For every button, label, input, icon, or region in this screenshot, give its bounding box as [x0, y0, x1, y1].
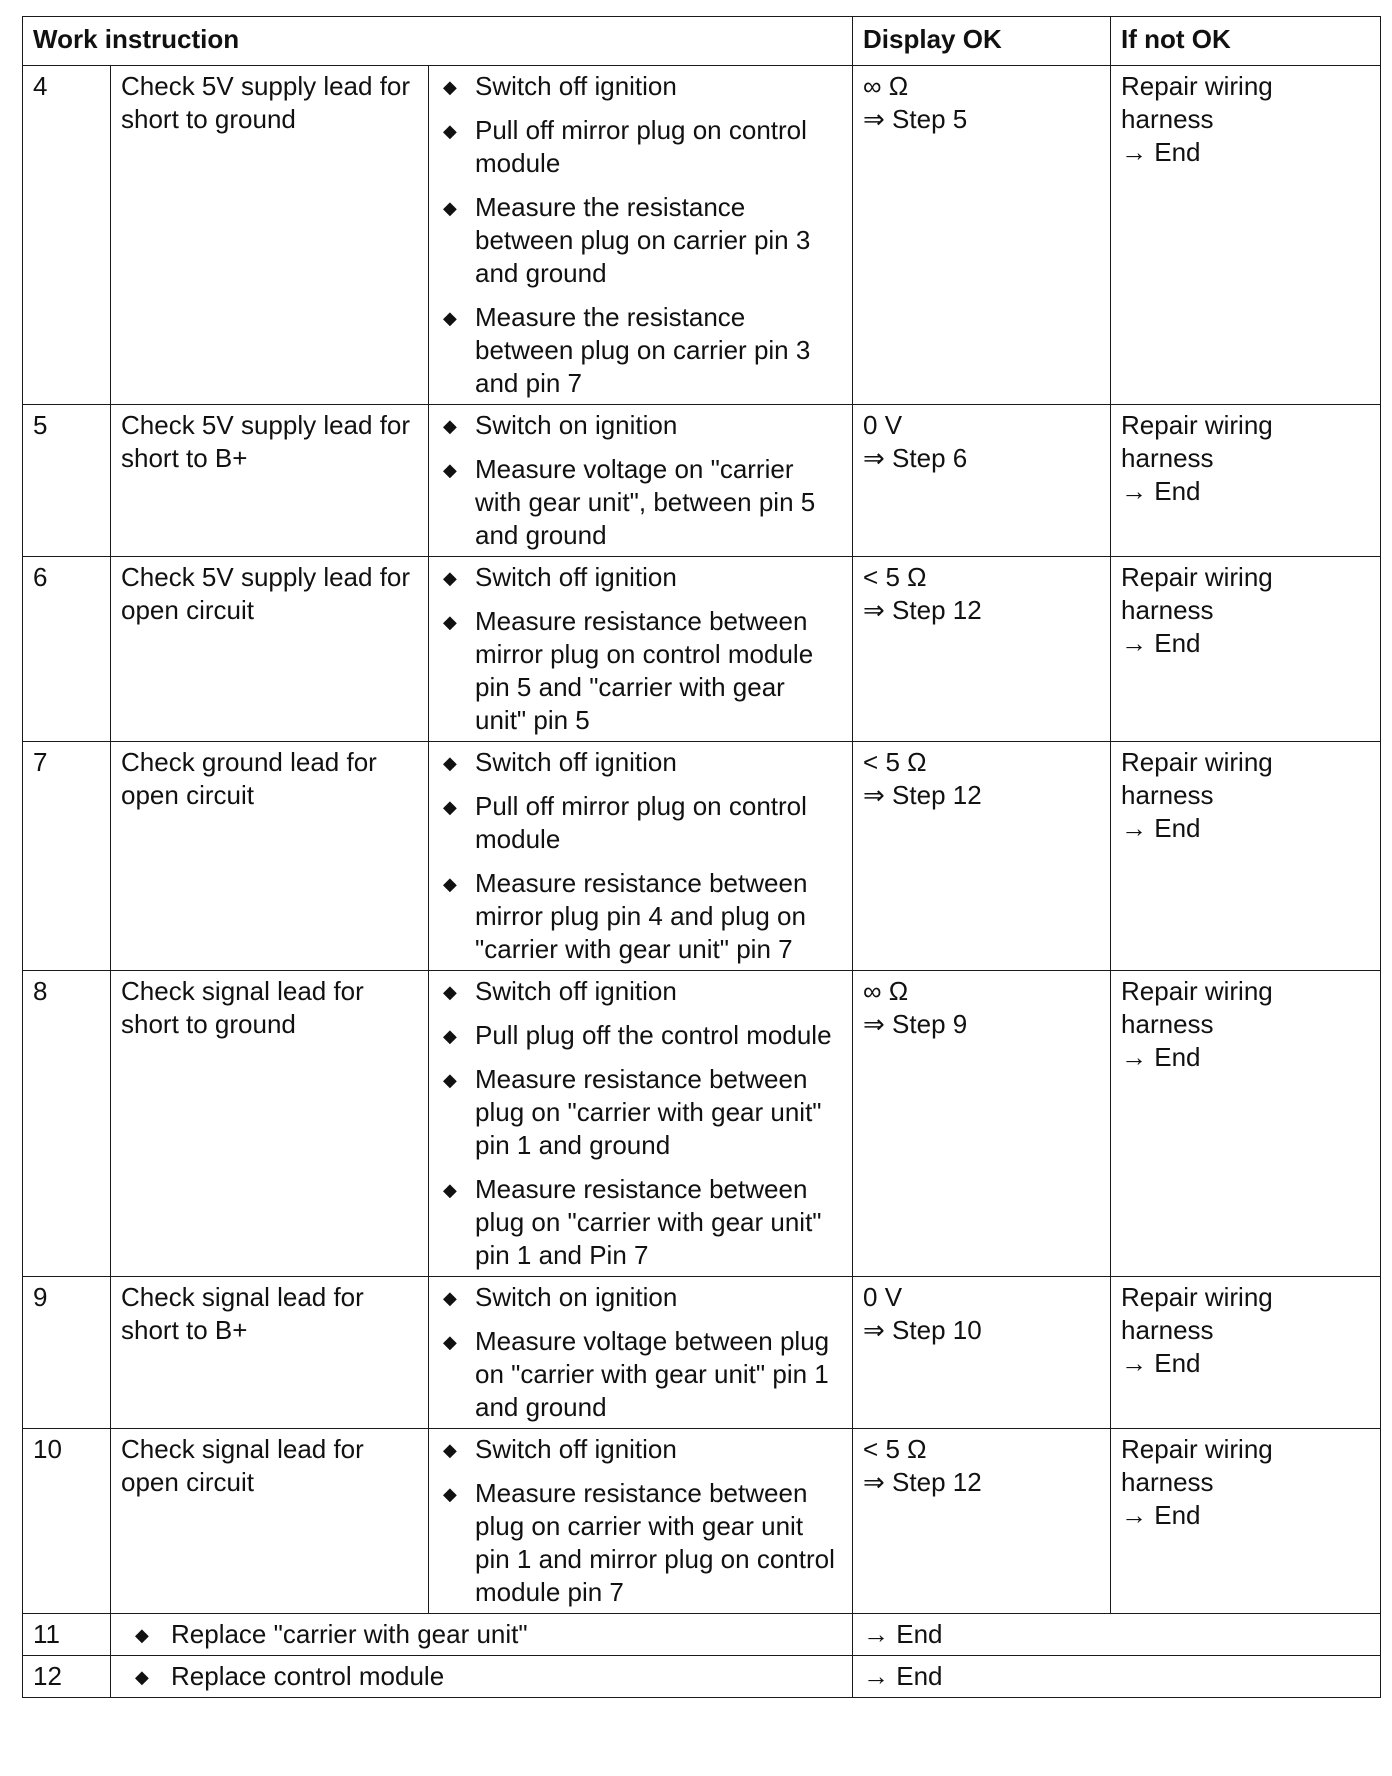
step-actions: [429, 557, 853, 742]
step-description: Check ground lead for open circuit: [111, 742, 429, 971]
action-item: [439, 561, 842, 594]
action-item: [439, 1173, 842, 1272]
bullet-diamond-icon: ◆: [135, 1625, 149, 1645]
bullet-diamond-icon: ◆: [443, 982, 457, 1002]
step-description: Check signal lead for short to B+: [111, 1277, 429, 1429]
action-list: [439, 409, 842, 552]
step-number: 12: [23, 1656, 111, 1698]
bullet-diamond-icon: ◆: [443, 198, 457, 218]
remedy-action: Repair wiring harness: [1121, 71, 1273, 134]
remedy-next: → End: [1121, 813, 1201, 843]
action-text: Measure the resistance between plug on carrier pin 3 and ground: [475, 192, 811, 288]
display-ok-cell: [853, 557, 1111, 742]
action-list: [439, 975, 842, 1272]
remedy-next: → End: [1121, 628, 1201, 658]
action-item: [439, 70, 842, 103]
final-action: [121, 1618, 842, 1651]
final-action-text: Replace "carrier with gear unit": [171, 1619, 528, 1649]
action-text: Pull plug off the control module: [475, 1020, 832, 1050]
step-description: Check 5V supply lead for short to ground: [111, 66, 429, 405]
table-row: [23, 742, 1381, 971]
bullet-diamond-icon: ◆: [443, 121, 457, 141]
action-text: Pull off mirror plug on control module: [475, 115, 807, 178]
action-text: Switch off ignition: [475, 976, 677, 1006]
action-item: [439, 746, 842, 779]
final-action-cell: [111, 1614, 853, 1656]
display-ok-cell: [853, 971, 1111, 1277]
action-text: Measure resistance between mirror plug pin 4 and plug on "carrier with gear unit" pin 7: [475, 868, 808, 964]
action-item: [439, 1281, 842, 1314]
step-number: 4: [23, 66, 111, 405]
table-row: [23, 66, 1381, 405]
display-ok-cell: [853, 405, 1111, 557]
step-description: Check signal lead for short to ground: [111, 971, 429, 1277]
expected-value: < 5 Ω: [863, 562, 927, 592]
bullet-diamond-icon: ◆: [443, 1026, 457, 1046]
remedy-next: → End: [1121, 1042, 1201, 1072]
remedy-action: Repair wiring harness: [1121, 1282, 1273, 1345]
display-ok-cell: [853, 66, 1111, 405]
table-row: [23, 971, 1381, 1277]
action-text: Measure resistance between mirror plug on control module pin 5 and "carrier with gear unit" pin 5: [475, 606, 814, 735]
remedy-next: → End: [1121, 1348, 1201, 1378]
table-body: [23, 66, 1381, 1698]
action-list: [439, 1281, 842, 1424]
expected-value: 0 V: [863, 1282, 903, 1312]
bullet-diamond-icon: ◆: [443, 568, 457, 588]
step-number: 9: [23, 1277, 111, 1429]
step-actions: [429, 405, 853, 557]
step-number: 6: [23, 557, 111, 742]
step-actions: [429, 971, 853, 1277]
work-instruction-sheet: [22, 16, 1380, 1698]
display-ok-cell: [853, 1277, 1111, 1429]
step-number: 7: [23, 742, 111, 971]
action-item: [439, 301, 842, 400]
action-text: Measure the resistance between plug on carrier pin 3 and pin 7: [475, 302, 811, 398]
if-not-ok-cell: [1111, 1277, 1381, 1429]
step-number: 8: [23, 971, 111, 1277]
action-text: Switch off ignition: [475, 747, 677, 777]
action-text: Measure voltage between plug on "carrier with gear unit" pin 1 and ground: [475, 1326, 830, 1422]
remedy-action: Repair wiring harness: [1121, 747, 1273, 810]
bullet-diamond-icon: ◆: [443, 1180, 457, 1200]
action-item: [439, 790, 842, 856]
table-row: [23, 557, 1381, 742]
action-item: [439, 191, 842, 290]
action-text: Switch off ignition: [475, 71, 677, 101]
action-text: Measure resistance between plug on carrier with gear unit pin 1 and mirror plug on control module pin 7: [475, 1478, 835, 1607]
header-display-ok: Display OK: [853, 17, 1111, 66]
next-step-ref: ⇒ Step 10: [863, 1315, 982, 1345]
if-not-ok-cell: [1111, 1429, 1381, 1614]
bullet-diamond-icon: ◆: [443, 416, 457, 436]
action-text: Switch on ignition: [475, 410, 678, 440]
step-number: 5: [23, 405, 111, 557]
action-item: [439, 1063, 842, 1162]
step-actions: [429, 742, 853, 971]
if-not-ok-cell: [1111, 971, 1381, 1277]
next-step-ref: ⇒ Step 12: [863, 780, 982, 810]
action-item: [439, 1477, 842, 1609]
action-item: [439, 605, 842, 737]
bullet-diamond-icon: ◆: [443, 612, 457, 632]
action-text: Switch on ignition: [475, 1282, 678, 1312]
if-not-ok-cell: [1111, 405, 1381, 557]
display-ok-cell: [853, 1429, 1111, 1614]
work-instruction-table: [22, 16, 1381, 1698]
if-not-ok-cell: [1111, 557, 1381, 742]
remedy-action: Repair wiring harness: [1121, 562, 1273, 625]
header-work-instruction: Work instruction: [23, 17, 853, 66]
bullet-diamond-icon: ◆: [443, 1440, 457, 1460]
next-step-ref: ⇒ Step 9: [863, 1009, 968, 1039]
final-action-text: Replace control module: [171, 1661, 445, 1691]
display-ok-cell: [853, 742, 1111, 971]
bullet-diamond-icon: ◆: [443, 1332, 457, 1352]
bullet-diamond-icon: ◆: [443, 797, 457, 817]
action-text: Switch off ignition: [475, 1434, 677, 1464]
step-actions: [429, 1277, 853, 1429]
step-number: 11: [23, 1614, 111, 1656]
action-item: [439, 867, 842, 966]
action-list: [439, 1433, 842, 1609]
next-step-ref: ⇒ Step 12: [863, 1467, 982, 1497]
step-actions: [429, 66, 853, 405]
expected-value: ∞ Ω: [863, 71, 909, 101]
final-result: → End: [853, 1614, 1381, 1656]
expected-value: ∞ Ω: [863, 976, 909, 1006]
remedy-next: → End: [1121, 476, 1201, 506]
if-not-ok-cell: [1111, 66, 1381, 405]
step-description: Check 5V supply lead for short to B+: [111, 405, 429, 557]
step-number: 10: [23, 1429, 111, 1614]
remedy-next: → End: [1121, 137, 1201, 167]
bullet-diamond-icon: ◆: [443, 874, 457, 894]
final-row: [23, 1656, 1381, 1698]
if-not-ok-cell: [1111, 742, 1381, 971]
remedy-action: Repair wiring harness: [1121, 410, 1273, 473]
bullet-diamond-icon: ◆: [443, 1288, 457, 1308]
expected-value: < 5 Ω: [863, 747, 927, 777]
action-item: [439, 1433, 842, 1466]
next-step-ref: ⇒ Step 6: [863, 443, 968, 473]
action-list: [439, 70, 842, 400]
header-if-not-ok: If not OK: [1111, 17, 1381, 66]
bullet-diamond-icon: ◆: [443, 460, 457, 480]
action-text: Measure resistance between plug on "carrier with gear unit" pin 1 and Pin 7: [475, 1174, 822, 1270]
table-header-row: [23, 17, 1381, 66]
remedy-next: → End: [1121, 1500, 1201, 1530]
action-item: [439, 975, 842, 1008]
table-row: [23, 1429, 1381, 1614]
next-step-ref: ⇒ Step 12: [863, 595, 982, 625]
bullet-diamond-icon: ◆: [135, 1667, 149, 1687]
step-actions: [429, 1429, 853, 1614]
expected-value: < 5 Ω: [863, 1434, 927, 1464]
table-row: [23, 1277, 1381, 1429]
remedy-action: Repair wiring harness: [1121, 976, 1273, 1039]
action-text: Measure voltage on "carrier with gear unit", between pin 5 and ground: [475, 454, 816, 550]
action-item: [439, 1019, 842, 1052]
final-result: → End: [853, 1656, 1381, 1698]
action-item: [439, 114, 842, 180]
table-row: [23, 405, 1381, 557]
final-row: [23, 1614, 1381, 1656]
final-action: [121, 1660, 842, 1693]
bullet-diamond-icon: ◆: [443, 753, 457, 773]
action-list: [439, 746, 842, 966]
next-step-ref: ⇒ Step 5: [863, 104, 968, 134]
final-action-cell: [111, 1656, 853, 1698]
step-description: Check signal lead for open circuit: [111, 1429, 429, 1614]
bullet-diamond-icon: ◆: [443, 77, 457, 97]
action-text: Pull off mirror plug on control module: [475, 791, 807, 854]
action-item: [439, 1325, 842, 1424]
bullet-diamond-icon: ◆: [443, 308, 457, 328]
action-item: [439, 453, 842, 552]
action-item: [439, 409, 842, 442]
action-text: Switch off ignition: [475, 562, 677, 592]
bullet-diamond-icon: ◆: [443, 1070, 457, 1090]
action-text: Measure resistance between plug on "carrier with gear unit" pin 1 and ground: [475, 1064, 822, 1160]
bullet-diamond-icon: ◆: [443, 1484, 457, 1504]
remedy-action: Repair wiring harness: [1121, 1434, 1273, 1497]
action-list: [439, 561, 842, 737]
expected-value: 0 V: [863, 410, 903, 440]
step-description: Check 5V supply lead for open circuit: [111, 557, 429, 742]
